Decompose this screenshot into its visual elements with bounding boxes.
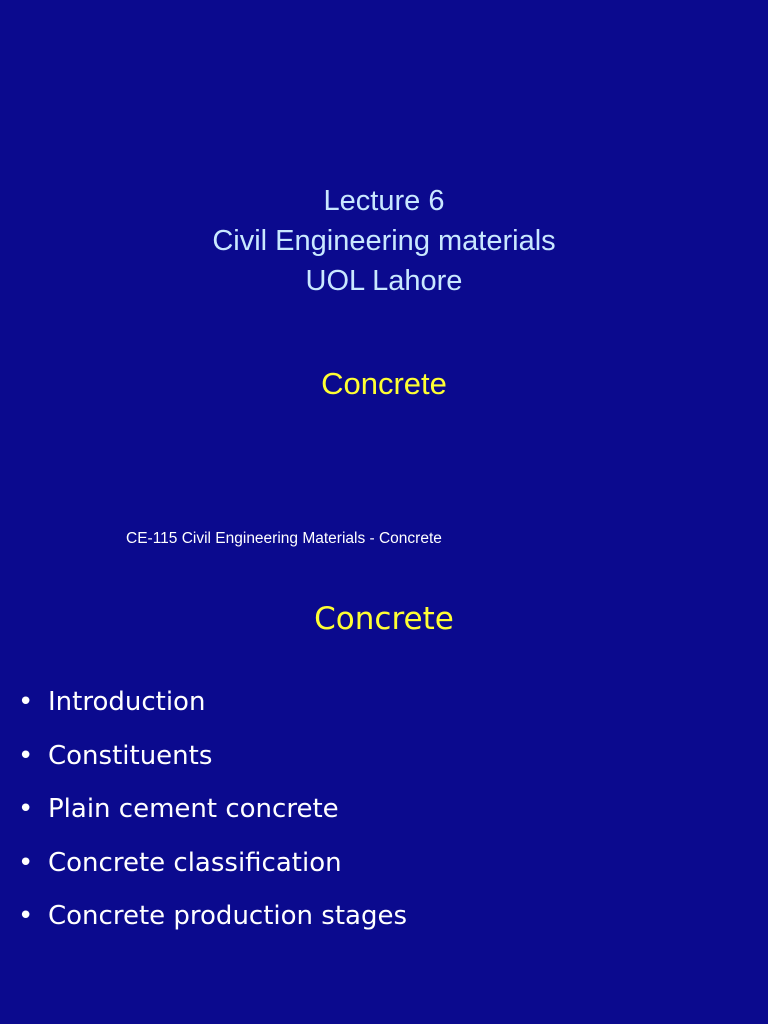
lecture-title-line: Lecture 6 bbox=[323, 185, 445, 217]
lecture-subtitle: Concrete bbox=[321, 366, 447, 401]
bullet-icon: • bbox=[18, 847, 34, 878]
list-item-text: Constituents bbox=[48, 740, 213, 771]
bullet-list bbox=[18, 682, 407, 950]
list-item-text: Concrete classification bbox=[48, 847, 342, 878]
list-item-text: Concrete production stages bbox=[48, 901, 407, 932]
slide-heading: Concrete bbox=[314, 601, 454, 637]
lecture-title bbox=[0, 181, 768, 301]
list-item bbox=[18, 682, 407, 736]
slide-footer: CE-115 Civil Engineering Materials - Concrete bbox=[126, 530, 442, 547]
lecture-title-line: Civil Engineering materials bbox=[212, 225, 556, 257]
bullet-icon: • bbox=[18, 740, 34, 771]
lecture-title-line: UOL Lahore bbox=[305, 265, 463, 297]
list-item bbox=[18, 896, 407, 950]
bullet-icon: • bbox=[18, 794, 34, 825]
list-item bbox=[18, 843, 407, 897]
list-item bbox=[18, 736, 407, 790]
list-item-text: Introduction bbox=[48, 687, 206, 717]
bullet-icon: • bbox=[18, 901, 34, 932]
list-item-text: Plain cement concrete bbox=[48, 794, 339, 825]
bullet-icon: • bbox=[18, 687, 34, 717]
list-item bbox=[18, 789, 407, 843]
